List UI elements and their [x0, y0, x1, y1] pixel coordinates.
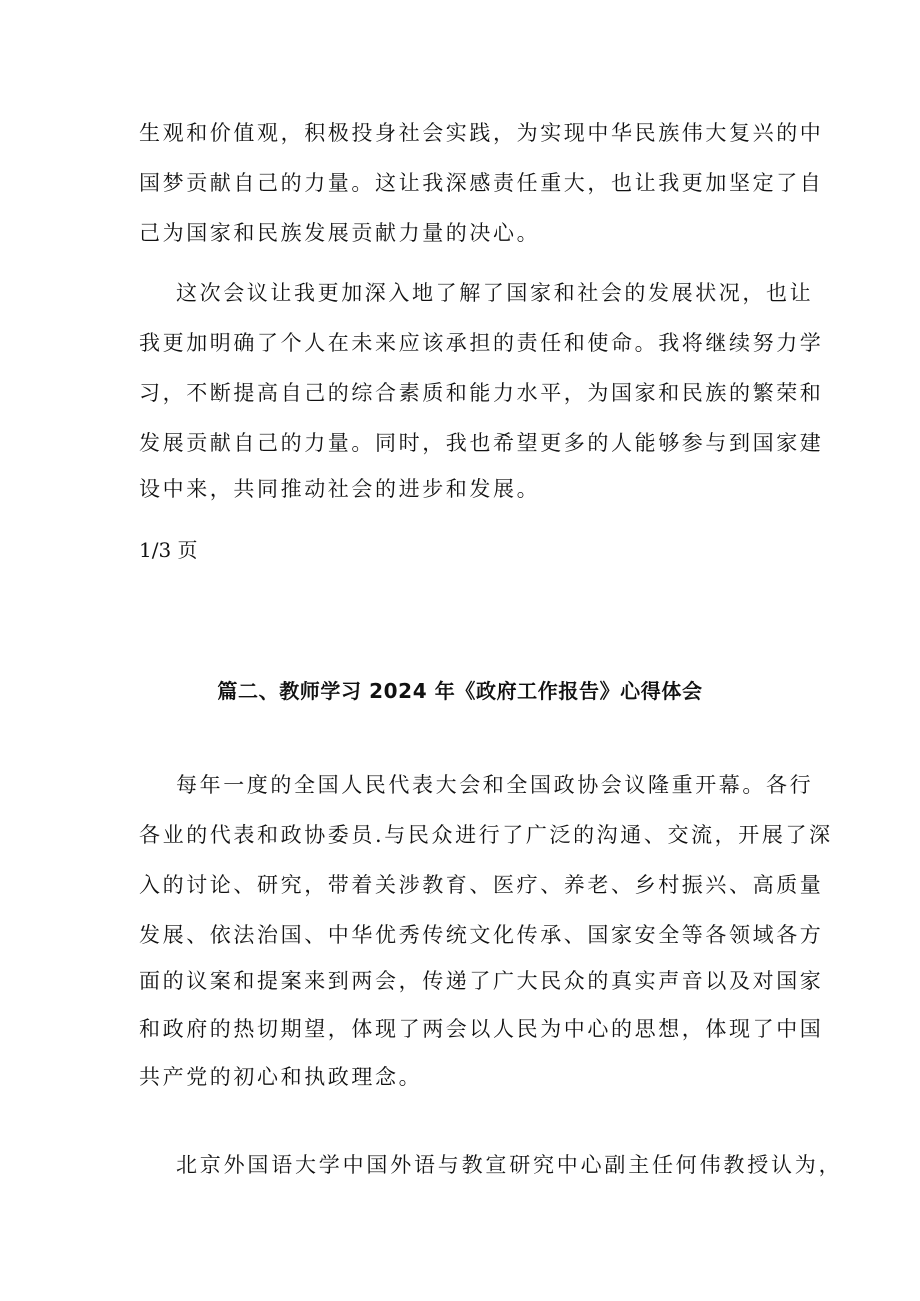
section-heading: 篇二、教师学习 2024 年《政府工作报告》心得体会 — [217, 679, 703, 703]
paragraph-2-line-5: 设中来，共同推动社会的进步和发展。 — [139, 477, 541, 501]
paragraph-2-line-4: 发展贡献自己的力量。同时，我也希望更多的人能够参与到国家建 — [139, 431, 824, 455]
paragraph-3-line-5: 面的议案和提案来到两会，传递了广大民众的真实声音以及对国家 — [139, 969, 824, 993]
paragraph-3-line-3: 入的讨论、研究，带着关涉教育、医疗、养老、乡村振兴、高质量 — [139, 873, 824, 897]
paragraph-2-line-1: 这次会议让我更加深入地了解了国家和社会的发展状况，也让 — [176, 281, 814, 305]
paragraph-3-line-1: 每年一度的全国人民代表大会和全国政协会议隆重开幕。各行 — [176, 773, 814, 797]
paragraph-3-line-7: 共产党的初心和执政理念。 — [139, 1065, 423, 1089]
paragraph-3-line-4: 发展、依法治国、中华优秀传统文化传承、国家安全等各领域各方 — [139, 923, 824, 947]
paragraph-1-line-3: 己为国家和民族发展贡献力量的决心。 — [139, 221, 541, 245]
paragraph-4-line-1: 北京外国语大学中国外语与教宣研究中心副主任何伟教授认为， — [176, 1153, 843, 1177]
paragraph-3-line-2: 各业的代表和政协委员.与民众进行了广泛的沟通、交流，开展了深 — [139, 823, 833, 847]
paragraph-2-line-3: 习，不断提高自己的综合素质和能力水平，为国家和民族的繁荣和 — [139, 381, 824, 405]
page-number: 1/3 页 — [139, 538, 198, 562]
paragraph-1-line-1: 生观和价值观，积极投身社会实践，为实现中华民族伟大复兴的中 — [139, 121, 824, 145]
paragraph-3-line-6: 和政府的热切期望，体现了两会以人民为中心的思想，体现了中国 — [139, 1017, 824, 1041]
paragraph-1-line-2: 国梦贡献自己的力量。这让我深感责任重大，也让我更加坚定了自 — [139, 171, 824, 195]
paragraph-2-line-2: 我更加明确了个人在未来应该承担的责任和使命。我将继续努力学 — [139, 331, 824, 355]
